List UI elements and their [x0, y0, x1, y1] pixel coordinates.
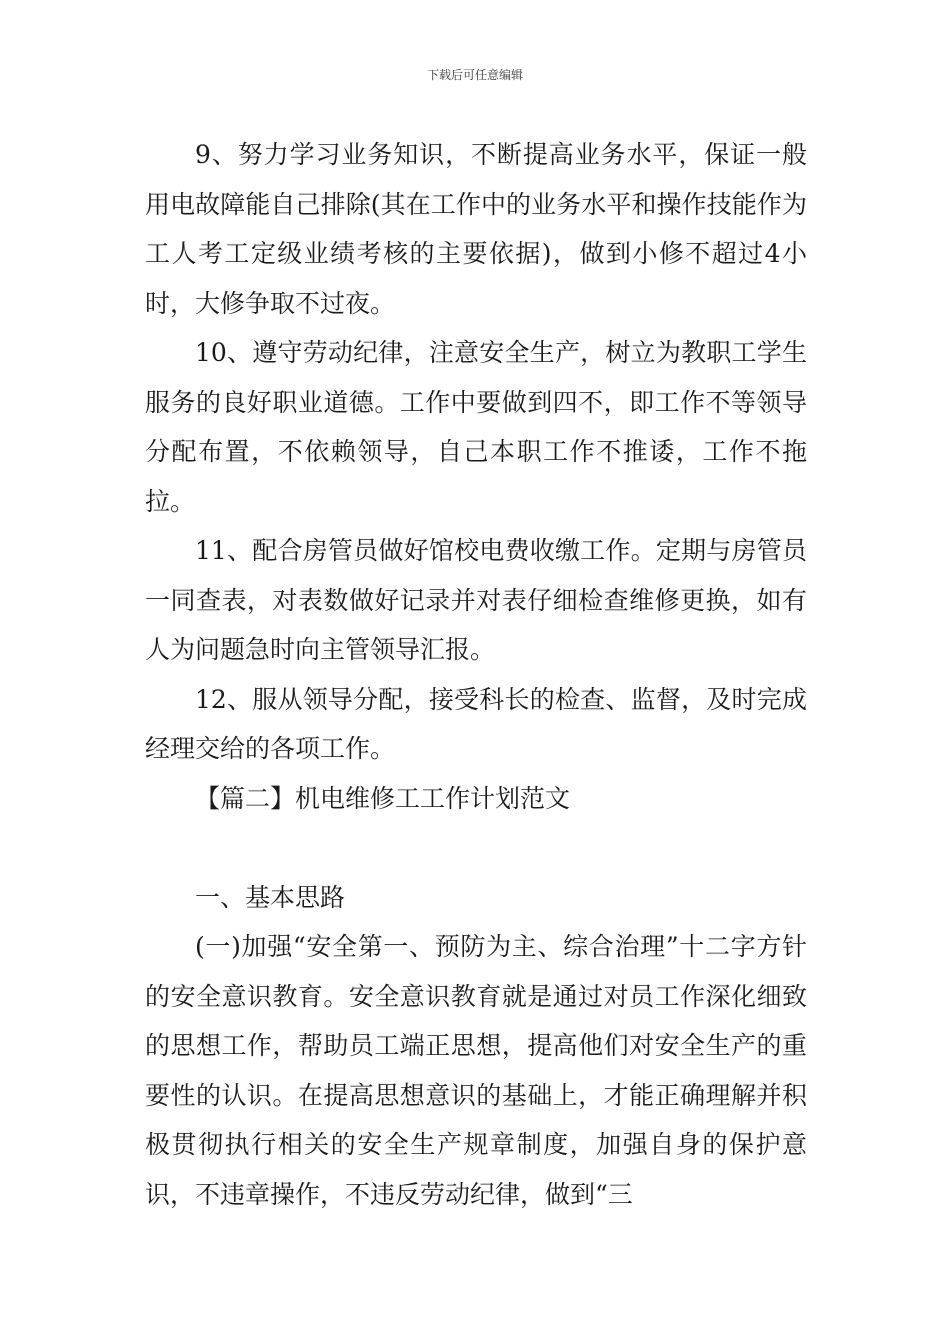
paragraph-basic-idea-1: (一)加强“安全第一、预防为主、综合治理”十二字方针的安全意识教育。安全意识教育就是通过对员工作深化细致的思想工作，帮助员工端正思想，提高他们对安全生产的重要性的认识。在提高思想意识的基础上，才能正确理解并积极贯彻执行相关的安全生产规章制度，加强自身的保护意识，不违章操作，不违反劳动纪律，做到“三	[145, 932, 807, 1209]
paragraph-item-9: 9、努力学习业务知识，不断提高业务水平，保证一般用电故障能自己排除(其在工作中的业务水平和操作技能作为工人考工定级业绩考核的主要依据)，做到小修不超过4小时，大修争取不过夜。	[145, 140, 807, 318]
document-body	[145, 130, 807, 1219]
page-header-note: 下载后可任意编辑	[426, 68, 523, 82]
subsection-title: 一、基本思路	[195, 882, 346, 912]
blank-line	[145, 823, 807, 873]
paragraph-item-11: 11、配合房管员做好馆校电费收缴工作。定期与房管员一同查表，对表数做好记录并对表仔细检查维修更换，如有人为问题急时向主管领导汇报。	[145, 536, 807, 664]
section-title: 【篇二】机电维修工工作计划范文	[195, 783, 571, 813]
paragraph-item-12: 12、服从领导分配，接受科长的检查、监督，及时完成经理交给的各项工作。	[145, 684, 807, 763]
paragraph-item-10: 10、遵守劳动纪律，注意安全生产，树立为教职工学生服务的良好职业道德。工作中要做到四不，即工作不等领导分配布置，不依赖领导，自己本职工作不推诿，工作不拖拉。	[145, 338, 807, 516]
